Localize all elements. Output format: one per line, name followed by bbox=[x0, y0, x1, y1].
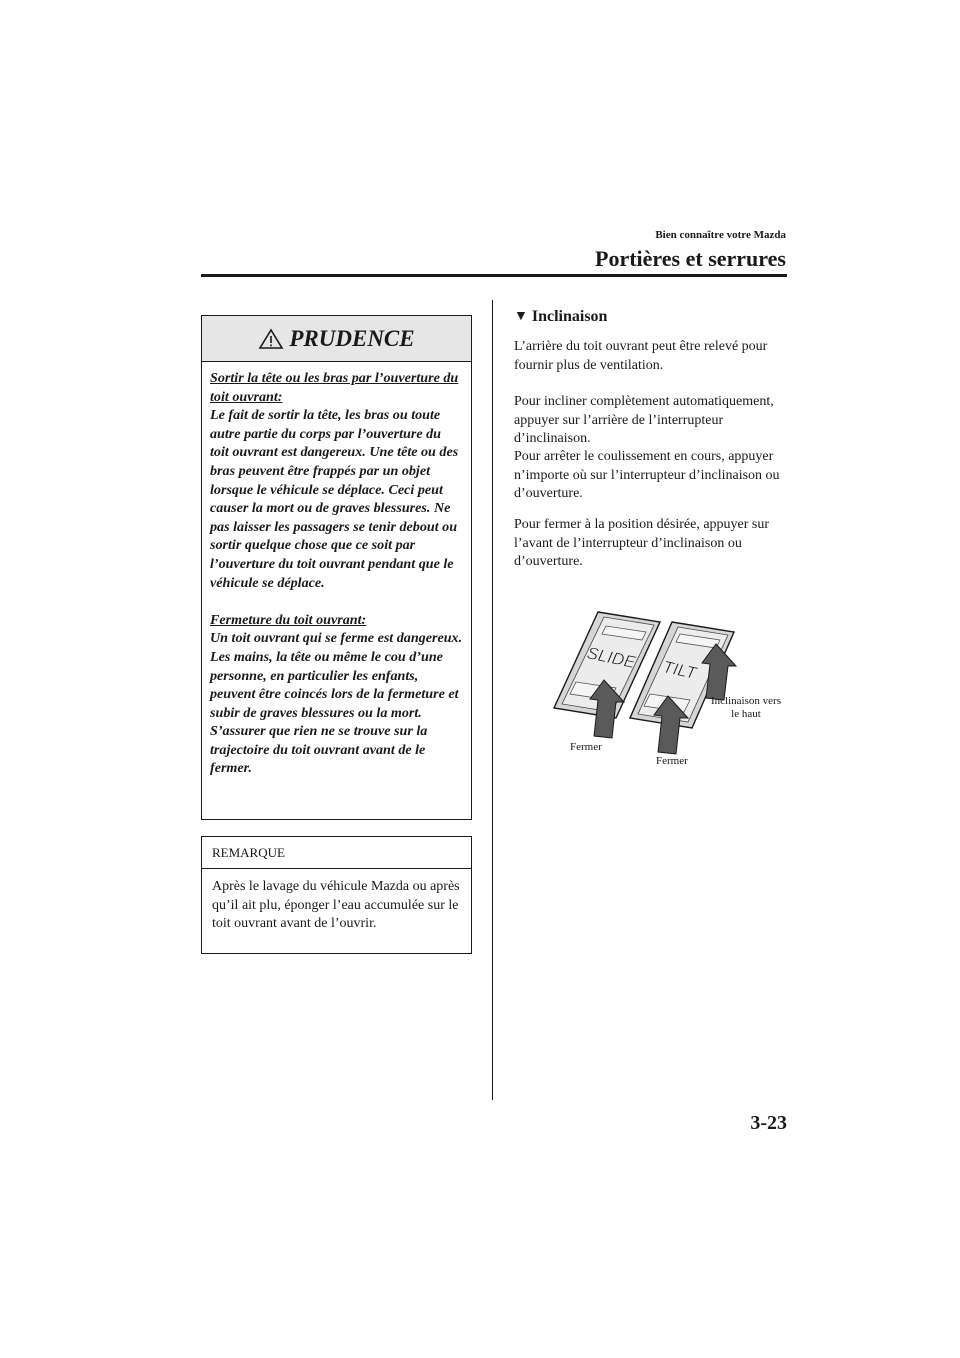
slide-switch-text: SLIDE bbox=[585, 643, 638, 673]
page-number: 3-23 bbox=[750, 1112, 787, 1134]
tilt-paragraph-1: L’arrière du toit ouvrant peut être relevé pour fournir plus de ventilation. bbox=[514, 339, 768, 373]
header-section-title: Bien connaître votre Mazda bbox=[655, 229, 786, 241]
caution-title: PRUDENCE bbox=[289, 325, 415, 351]
tilt-paragraph-2b: Pour arrêter le coulissement en cours, appuyer n’importe où sur l’interrupteur d’inclinaison ou d’ouverture. bbox=[514, 449, 780, 502]
header-chapter-title: Portières et serrures bbox=[595, 246, 786, 271]
tilt-switch-text: TILT bbox=[661, 657, 699, 683]
sunroof-switch-illustration bbox=[550, 600, 790, 775]
label-close-slide: Fermer bbox=[570, 741, 602, 753]
triangle-bullet-icon: ▼ bbox=[514, 309, 528, 324]
label-tilt-up: Inclinaison vers le haut bbox=[711, 695, 781, 720]
caution-header bbox=[202, 316, 471, 362]
caution-body bbox=[202, 362, 471, 778]
column-divider bbox=[492, 300, 493, 1100]
tilt-paragraph-2a: Pour incliner complètement automatiquement, appuyer sur l’arrière de l’interrupteur d’inclinaison. bbox=[514, 394, 774, 447]
label-close-tilt: Fermer bbox=[656, 755, 688, 767]
warning-icon bbox=[258, 328, 284, 350]
caution-box bbox=[201, 315, 472, 820]
caution-subheading-head-arms: Sortir la tête ou les bras par l’ouverture du toit ouvrant: bbox=[210, 370, 459, 405]
tilt-title-text: Inclinaison bbox=[531, 308, 608, 325]
caution-subheading-closing: Fermeture du toit ouvrant: bbox=[210, 611, 367, 628]
tilt-section-title bbox=[514, 308, 607, 326]
caution-text-head-arms: Le fait de sortir la tête, les bras ou toute autre partie du corps par l’ouverture du toit ouvrant est dangereux. Une tête ou des bras peuvent être frappés par un objet lorsque le véhicule se déplace. Ceci peut causer la mort ou de graves blessures. Ne pas laisser les passagers se tenir debout ou sortir quelque chose que ce soit par l’ouverture du toit ouvrant pendant que le véhicule se déplace. bbox=[210, 407, 459, 591]
tilt-paragraph-3: Pour fermer à la position désirée, appuyer sur l’avant de l’interrupteur d’inclinaison ou d’ouverture. bbox=[514, 517, 770, 570]
note-text: Après le lavage du véhicule Mazda ou après qu’il ait plu, éponger l’eau accumulée sur le toit ouvrant avant de l’ouvrir. bbox=[212, 879, 460, 931]
header-rule bbox=[201, 274, 787, 277]
caution-text-closing: Un toit ouvrant qui se ferme est dangereux. Les mains, la tête ou même le cou d’une personne, en particulier les enfants, peuvent être coincés lors de la fermeture et subir de graves blessures ou la mort. S’assurer que rien ne se trouve sur la trajectoire du toit ouvrant avant de le fermer. bbox=[210, 630, 463, 777]
note-title: REMARQUE bbox=[202, 837, 471, 869]
note-box bbox=[201, 836, 472, 954]
